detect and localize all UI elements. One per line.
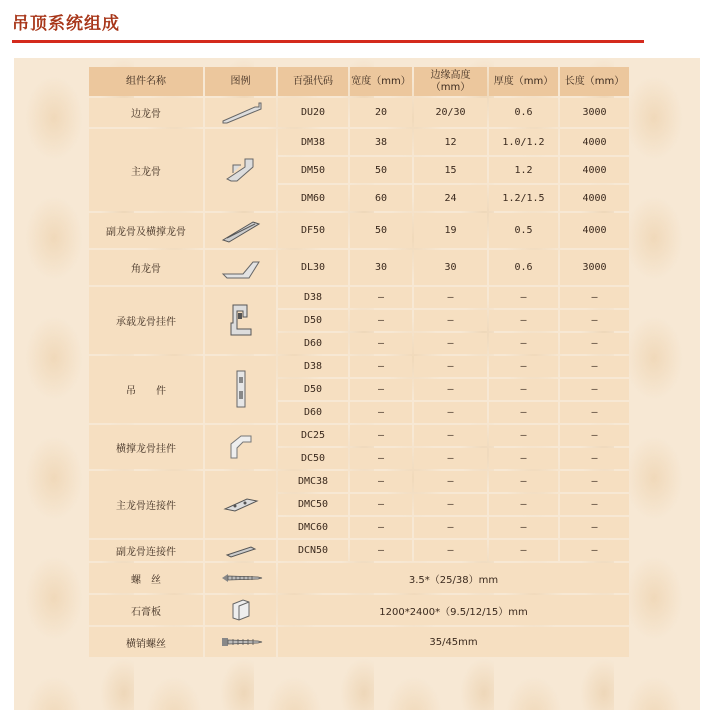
extra-spec: 35/45mm [278, 627, 629, 657]
row-width: 20 [350, 98, 412, 127]
row-edge: – [414, 287, 487, 308]
row-edge: – [414, 379, 487, 400]
header-code: 百强代码 [278, 67, 348, 96]
row-length: – [560, 287, 629, 308]
row-thick: – [489, 333, 558, 354]
row-code: DMC60 [278, 517, 348, 538]
row-code: DF50 [278, 213, 348, 248]
row-thick: – [489, 517, 558, 538]
row-code: D60 [278, 402, 348, 423]
page-title: 吊顶系统组成 [12, 14, 120, 34]
extra-name: 石膏板 [89, 595, 203, 625]
row-width: – [350, 379, 412, 400]
row-length: 3000 [560, 98, 629, 127]
row-width: 30 [350, 250, 412, 285]
row-length: – [560, 517, 629, 538]
row-width: – [350, 310, 412, 331]
row-length: 4000 [560, 129, 629, 155]
row-thick: 1.2/1.5 [489, 185, 558, 211]
row-length: – [560, 402, 629, 423]
table-row [89, 98, 629, 127]
main-connector-icon [205, 471, 276, 538]
row-edge: – [414, 356, 487, 377]
gypsum-board-icon [205, 595, 276, 625]
row-edge: 12 [414, 129, 487, 155]
row-thick: 0.6 [489, 98, 558, 127]
row-edge: 15 [414, 157, 487, 183]
row-width: – [350, 540, 412, 561]
row-width: – [350, 287, 412, 308]
table-row [89, 540, 629, 561]
group-name: 副龙骨及横撑龙骨 [89, 213, 203, 248]
row-length: – [560, 540, 629, 561]
row-code: DM38 [278, 129, 348, 155]
row-length: – [560, 471, 629, 492]
row-width: 60 [350, 185, 412, 211]
row-edge: – [414, 517, 487, 538]
row-thick: – [489, 540, 558, 561]
table-row [89, 129, 629, 155]
cross-screw-icon [205, 627, 276, 657]
row-thick: – [489, 425, 558, 446]
row-length: – [560, 356, 629, 377]
row-width: – [350, 402, 412, 423]
group-name: 吊 件 [89, 356, 203, 423]
row-length: 4000 [560, 213, 629, 248]
header-width: 宽度（mm） [350, 67, 412, 96]
row-length: 3000 [560, 250, 629, 285]
table-row [89, 287, 629, 308]
group-name: 承载龙骨挂件 [89, 287, 203, 354]
row-width: – [350, 448, 412, 469]
edge-keel-icon [205, 98, 276, 127]
row-width: – [350, 471, 412, 492]
row-width: – [350, 494, 412, 515]
screw-icon [205, 563, 276, 593]
row-thick: 0.5 [489, 213, 558, 248]
row-width: 38 [350, 129, 412, 155]
row-code: DM60 [278, 185, 348, 211]
row-edge: 24 [414, 185, 487, 211]
header-thickness: 厚度（mm） [489, 67, 558, 96]
row-length: – [560, 379, 629, 400]
row-thick: – [489, 471, 558, 492]
row-edge: 30 [414, 250, 487, 285]
row-code: DL30 [278, 250, 348, 285]
row-length: 4000 [560, 157, 629, 183]
group-name: 主龙骨 [89, 129, 203, 211]
header-edge-height: 边缘高度（mm） [414, 67, 487, 96]
extra-spec: 3.5*（25/38）mm [278, 563, 629, 593]
row-edge: 20/30 [414, 98, 487, 127]
table-row [89, 471, 629, 492]
table-row [89, 425, 629, 446]
group-name: 副龙骨连接件 [89, 540, 203, 561]
row-thick: – [489, 448, 558, 469]
row-thick: – [489, 379, 558, 400]
header-icon: 图例 [205, 67, 276, 96]
table-row [89, 356, 629, 377]
row-thick: – [489, 310, 558, 331]
angle-keel-icon [205, 250, 276, 285]
row-code: DMC50 [278, 494, 348, 515]
row-code: D60 [278, 333, 348, 354]
row-edge: – [414, 448, 487, 469]
table-row [89, 595, 629, 625]
group-name: 边龙骨 [89, 98, 203, 127]
title-rule [12, 40, 644, 43]
header-length: 长度（mm） [560, 67, 629, 96]
group-name: 横撑龙骨挂件 [89, 425, 203, 469]
main-keel-icon [205, 129, 276, 211]
row-code: D50 [278, 379, 348, 400]
row-edge: – [414, 494, 487, 515]
row-length: – [560, 448, 629, 469]
header-name: 组件名称 [89, 67, 203, 96]
row-edge: 19 [414, 213, 487, 248]
row-thick: – [489, 402, 558, 423]
hanger-icon [205, 356, 276, 423]
row-code: DC50 [278, 448, 348, 469]
row-edge: – [414, 471, 487, 492]
row-edge: – [414, 402, 487, 423]
row-length: – [560, 425, 629, 446]
row-width: – [350, 333, 412, 354]
table-row [89, 250, 629, 285]
row-length: – [560, 310, 629, 331]
sub-connector-icon [205, 540, 276, 561]
row-length: 4000 [560, 185, 629, 211]
extra-name: 横销螺丝 [89, 627, 203, 657]
sub-keel-icon [205, 213, 276, 248]
row-width: – [350, 517, 412, 538]
row-thick: 1.2 [489, 157, 558, 183]
row-length: – [560, 333, 629, 354]
group-name: 角龙骨 [89, 250, 203, 285]
row-width: 50 [350, 213, 412, 248]
cross-hanger-icon [205, 425, 276, 469]
row-thick: – [489, 494, 558, 515]
components-table [87, 65, 631, 659]
row-thick: – [489, 356, 558, 377]
row-width: 50 [350, 157, 412, 183]
row-thick: 1.0/1.2 [489, 129, 558, 155]
row-code: D50 [278, 310, 348, 331]
row-edge: – [414, 540, 487, 561]
row-width: – [350, 425, 412, 446]
row-code: DMC38 [278, 471, 348, 492]
table-header-row [89, 67, 629, 96]
table-row [89, 213, 629, 248]
row-code: DM50 [278, 157, 348, 183]
row-code: DC25 [278, 425, 348, 446]
row-code: D38 [278, 287, 348, 308]
row-thick: – [489, 287, 558, 308]
row-length: – [560, 494, 629, 515]
extra-name: 螺 丝 [89, 563, 203, 593]
row-edge: – [414, 310, 487, 331]
row-code: D38 [278, 356, 348, 377]
row-thick: 0.6 [489, 250, 558, 285]
row-code: DCN50 [278, 540, 348, 561]
row-code: DU20 [278, 98, 348, 127]
row-edge: – [414, 425, 487, 446]
extra-spec: 1200*2400*（9.5/12/15）mm [278, 595, 629, 625]
row-width: – [350, 356, 412, 377]
row-edge: – [414, 333, 487, 354]
table-row [89, 627, 629, 657]
carrier-hanger-icon [205, 287, 276, 354]
table-row [89, 563, 629, 593]
group-name: 主龙骨连接件 [89, 471, 203, 538]
